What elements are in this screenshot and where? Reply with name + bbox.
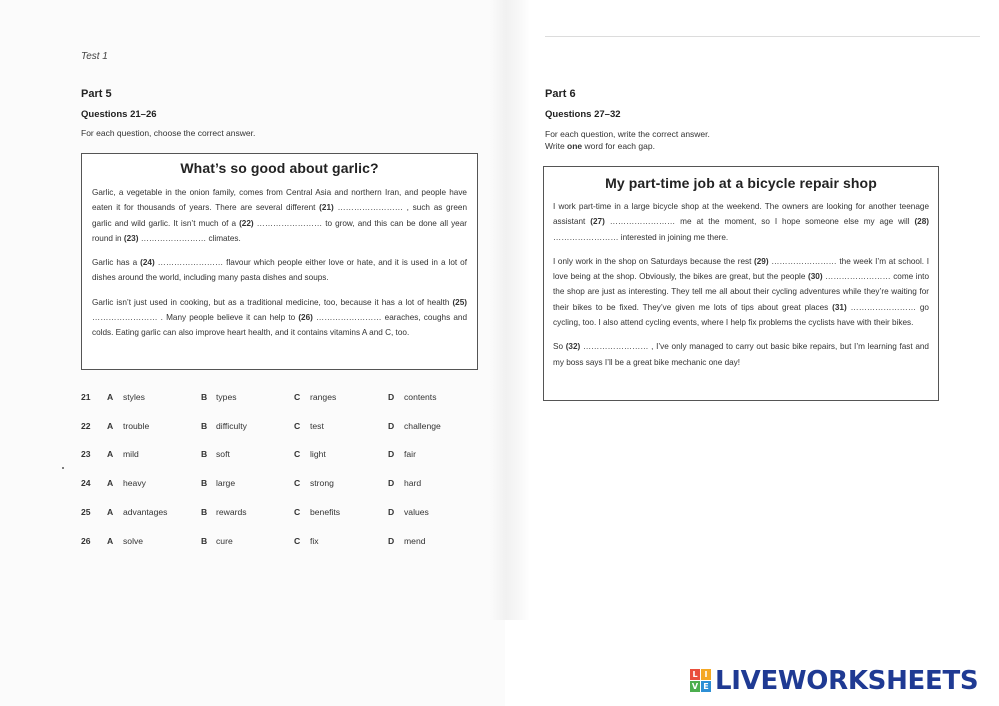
part6-instruction: [545, 128, 710, 152]
option-letter: D: [388, 535, 395, 546]
option-letter: B: [201, 535, 208, 546]
book-gutter: [490, 0, 530, 620]
scan-edge-line: [545, 36, 980, 37]
option-letter: D: [388, 392, 395, 402]
option-26-d[interactable]: mend: [404, 535, 426, 546]
option-letter: A: [107, 420, 114, 431]
garlic-paragraph-3: Garlic isn’t just used in cooking, but as a traditional medicine, too, because it has a lot of health (25) …………………… . Many people believe it can help to (26) …………………… earaches, coughs and colds. Eating garlic can also improve heart health, and it contains vitamins A and C, too.: [92, 297, 468, 338]
question-number: 25: [81, 506, 91, 517]
options-row-24: [81, 478, 561, 492]
option-letter: C: [294, 478, 301, 489]
bicycle-paragraph-3: So (32) …………………… , I’ve only managed to carry out basic bike repairs, but I’m learning fast and my boss says I’ll be a great bike mechanic one day!: [553, 342, 929, 367]
part5-instruction: For each question, choose the correct answer.: [81, 128, 256, 138]
liveworksheets-logo[interactable]: [690, 666, 990, 696]
scan-speck: [62, 467, 64, 469]
question-number: 21: [81, 392, 91, 402]
option-letter: D: [388, 449, 395, 460]
gap-30[interactable]: (30): [808, 272, 823, 282]
gap-31[interactable]: (31): [832, 302, 847, 312]
option-22-d[interactable]: challenge: [404, 420, 441, 431]
option-letter: C: [294, 506, 301, 517]
option-letter: C: [294, 535, 301, 546]
gap-26[interactable]: (26): [298, 313, 313, 323]
option-letter: C: [294, 420, 301, 431]
option-25-a[interactable]: advantages: [123, 506, 168, 517]
option-22-a[interactable]: trouble: [123, 420, 150, 431]
option-letter: B: [201, 506, 208, 517]
option-24-b[interactable]: large: [216, 478, 236, 489]
option-letter: B: [201, 478, 208, 489]
option-24-a[interactable]: heavy: [123, 478, 146, 489]
gap-29[interactable]: (29): [754, 256, 769, 266]
gap-27[interactable]: (27): [590, 217, 605, 227]
liveworksheets-mark-icon: L I V E: [690, 669, 712, 693]
question-number: 22: [81, 420, 91, 431]
bicycle-text-box: [543, 166, 939, 401]
part6-questions: Questions 27–32: [545, 109, 621, 120]
option-21-a[interactable]: styles: [123, 392, 145, 402]
gap-25[interactable]: (25): [452, 297, 467, 307]
option-21-c[interactable]: ranges: [310, 392, 337, 402]
option-letter: D: [388, 478, 395, 489]
option-letter: A: [107, 392, 114, 402]
liveworksheets-wordmark: LIVEWORKSHEETS: [715, 666, 979, 696]
garlic-box-title: What’s so good about garlic?: [180, 160, 379, 176]
option-letter: B: [201, 449, 208, 460]
question-number: 24: [81, 478, 91, 489]
option-letter: D: [388, 506, 395, 517]
part6-instruction-line-1: For each question, write the correct answer.: [545, 129, 710, 139]
option-letter: C: [294, 392, 301, 402]
option-25-c[interactable]: benefits: [310, 506, 341, 517]
options-row-23: [81, 449, 561, 463]
bicycle-paragraph-1: I work part-time in a large bicycle shop at the weekend. The owners are looking for another teenage assistant (27) …………………… me at the moment, so I hope someone else my age will (28) …………………… interested in joining me there.: [553, 202, 929, 242]
option-letter: B: [201, 392, 208, 402]
gap-28[interactable]: (28): [914, 217, 929, 227]
option-22-c[interactable]: test: [310, 420, 324, 431]
answer-options: [81, 392, 481, 562]
part5-questions: Questions 21–26: [81, 109, 157, 120]
option-24-c[interactable]: strong: [310, 478, 334, 489]
garlic-paragraph-1: Garlic, a vegetable in the onion family, comes from Central Asia and northern Iran, and people have eaten it for thousands of years. There are several different (21) …………………… , such as green garlic and wild garlic. It isn’t much of a (22) …………………… to grow, and this can be done all year round in (23) …………………… climates.: [92, 188, 468, 243]
garlic-text-box: [81, 153, 478, 370]
part6-instruction-line-2: Write one word for each gap.: [545, 141, 655, 151]
option-letter: A: [107, 478, 114, 489]
option-letter: C: [294, 449, 301, 460]
option-26-c[interactable]: fix: [310, 535, 319, 546]
option-letter: A: [107, 506, 114, 517]
option-letter: A: [107, 535, 114, 546]
option-25-d[interactable]: values: [404, 506, 429, 517]
gap-22[interactable]: (22): [239, 218, 254, 228]
option-24-d[interactable]: hard: [404, 478, 422, 489]
gap-32[interactable]: (32): [565, 342, 581, 352]
options-row-25: [81, 507, 561, 521]
option-23-b[interactable]: soft: [216, 449, 230, 460]
gap-23[interactable]: (23): [123, 233, 139, 243]
garlic-paragraph-2: Garlic has a (24) …………………… flavour which people either love or hate, and it is used in a lot of dishes around the world, including many pasta dishes and soups.: [92, 258, 467, 283]
bicycle-paragraph-2: I only work in the shop on Saturdays because the rest (29) …………………… the week I’m at school. I love being at the shop. Obviously, the bikes are great, but the people (30) …………………… come into the shop are just as interesting. They tell me all about their cycling adventures while they’re waiting for their bikes to be fixed. They’ve given me lots of tips about great places (31) …………………… go cycling, too. I also attend cycling events, where I help fix problems the cyclists have with their bikes.: [553, 256, 930, 328]
options-row-22: [81, 421, 561, 435]
part6-title: Part 6: [545, 88, 576, 100]
option-25-b[interactable]: rewards: [216, 506, 247, 517]
bicycle-box-title: My part-time job at a bicycle repair shop: [605, 175, 877, 191]
part5-title: Part 5: [81, 88, 112, 100]
option-23-d[interactable]: fair: [404, 449, 416, 460]
question-number: 26: [81, 535, 91, 546]
option-23-a[interactable]: mild: [123, 449, 139, 460]
option-21-b[interactable]: types: [216, 392, 237, 402]
gap-24[interactable]: (24): [140, 258, 155, 268]
option-letter: D: [388, 420, 395, 431]
question-number: 23: [81, 449, 91, 460]
option-22-b[interactable]: difficulty: [216, 420, 247, 431]
option-26-a[interactable]: solve: [123, 535, 144, 546]
option-23-c[interactable]: light: [310, 449, 326, 460]
option-letter: A: [107, 449, 114, 460]
options-row-21: [81, 392, 561, 406]
option-letter: B: [201, 420, 208, 431]
option-21-d[interactable]: contents: [404, 392, 437, 402]
option-26-b[interactable]: cure: [216, 535, 233, 546]
test-label: Test 1: [81, 51, 108, 62]
options-row-26: [81, 536, 561, 550]
gap-21[interactable]: (21): [319, 203, 334, 213]
